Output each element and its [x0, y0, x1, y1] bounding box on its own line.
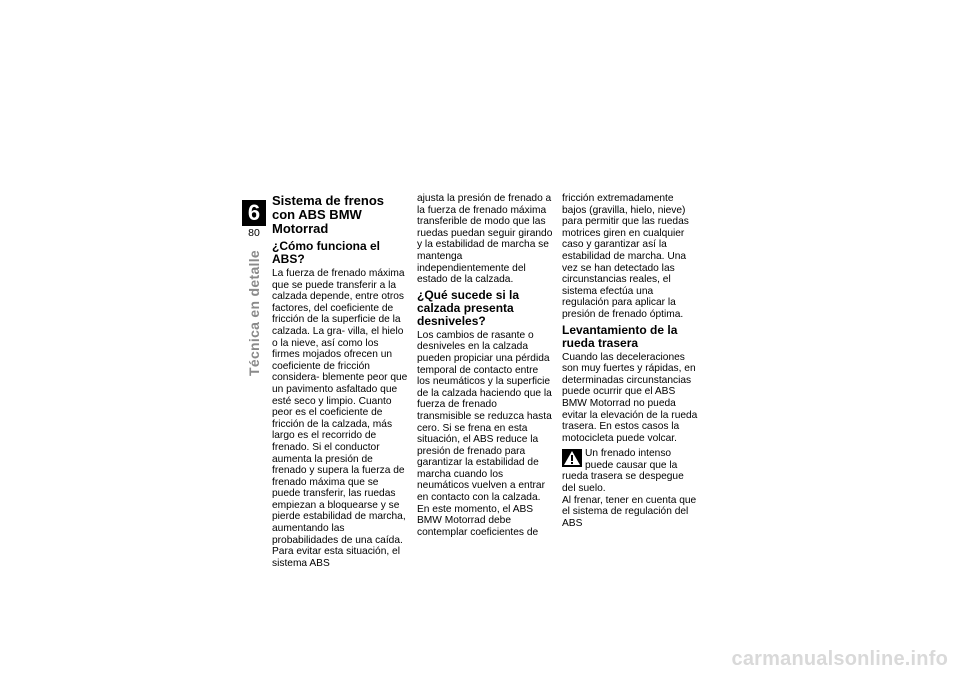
warning-icon	[562, 449, 582, 467]
watermark: carmanualsonline.info	[731, 648, 948, 670]
chapter-number: 6	[242, 200, 266, 226]
column-2	[417, 193, 553, 538]
paragraph-uneven-road: Los cambios de rasante o desniveles en la calzada pueden propiciar una pérdida temporal de contacto entre los neumáticos y la superficie de la calzada haciendo que la fuerza de frenado transmisible se reduzca hasta cero. Si se frena en esta situación, el ABS reduce la presión de frenado para garantizar la estabilidad de marcha cuando los neumáticos vuelven a entrar en contacto con la calzada. En este momento, el ABS BMW Motorrad debe contemplar coeficientes de	[417, 329, 552, 538]
subheading-rear-wheel: Levantamiento de la rueda trasera	[562, 322, 678, 350]
paragraph-rear-wheel: Cuando las deceleraciones son muy fuertes y rápidas, en determinadas circunstancias puede ocurrir que el ABS BMW Motorrad no pueda evitar la elevación de la rueda trasera. En estos casos la motocicleta puede volcar.	[562, 351, 698, 444]
warning-text: Un frenado intenso puede causar que la rueda trasera se despegue del suelo.	[562, 448, 684, 495]
column-3	[562, 193, 698, 529]
paragraph-continued: ajusta la presión de frenado a la fuerza de frenado máxima transferible de modo que las ruedas puedan seguir girando y la estabilidad de marcha se mantenga independientemente del estado de la calzada.	[417, 193, 553, 286]
chapter-title: Técnica en detalle	[246, 249, 262, 376]
column-1	[272, 194, 408, 569]
subheading-uneven-road: ¿Qué sucede si la calzada presenta desniveles?	[417, 287, 520, 328]
page-number: 80	[248, 227, 260, 239]
warning-block	[562, 448, 698, 494]
subheading-abs: ¿Cómo funciona el ABS?	[272, 239, 380, 266]
paragraph-continued-2: fricción extremadamente bajos (gravilla, hielo, nieve) para permitir que las ruedas motrices giren en cualquier caso y garantizar así la estabilidad de marcha. Una vez se han detectado las circunstancias reales, el sistema efectúa una regulación para aplicar la presión de frenado óptima.	[562, 193, 689, 320]
section-heading: Sistema de frenos con ABS BMW Motorrad	[272, 193, 384, 236]
paragraph-abs: La fuerza de frenado máxima que se puede transferir a la calzada depende, entre otros factores, del coeficiente de fricción de la superficie de la calzada. La gra- villa, el hielo o la nieve, así como los firmes mojados ofrecen un coeficiente de fricción considera- blemente peor que un pavimento asfaltado que esté seco y limpio. Cuanto peor es el coeficiente de fricción de la calzada, más largo es el recorrido de frenado. Si el conductor aumenta la presión de frenado y supera la fuerza de frenado máxima que se puede transferir, las ruedas empiezan a bloquearse y se pierde estabilidad de marcha, aumentando las probabilidades de una caída. Para evitar esta situación, el sistema ABS	[272, 268, 408, 569]
paragraph-final: Al frenar, tener en cuenta que el sistema de regulación del ABS	[562, 494, 697, 529]
